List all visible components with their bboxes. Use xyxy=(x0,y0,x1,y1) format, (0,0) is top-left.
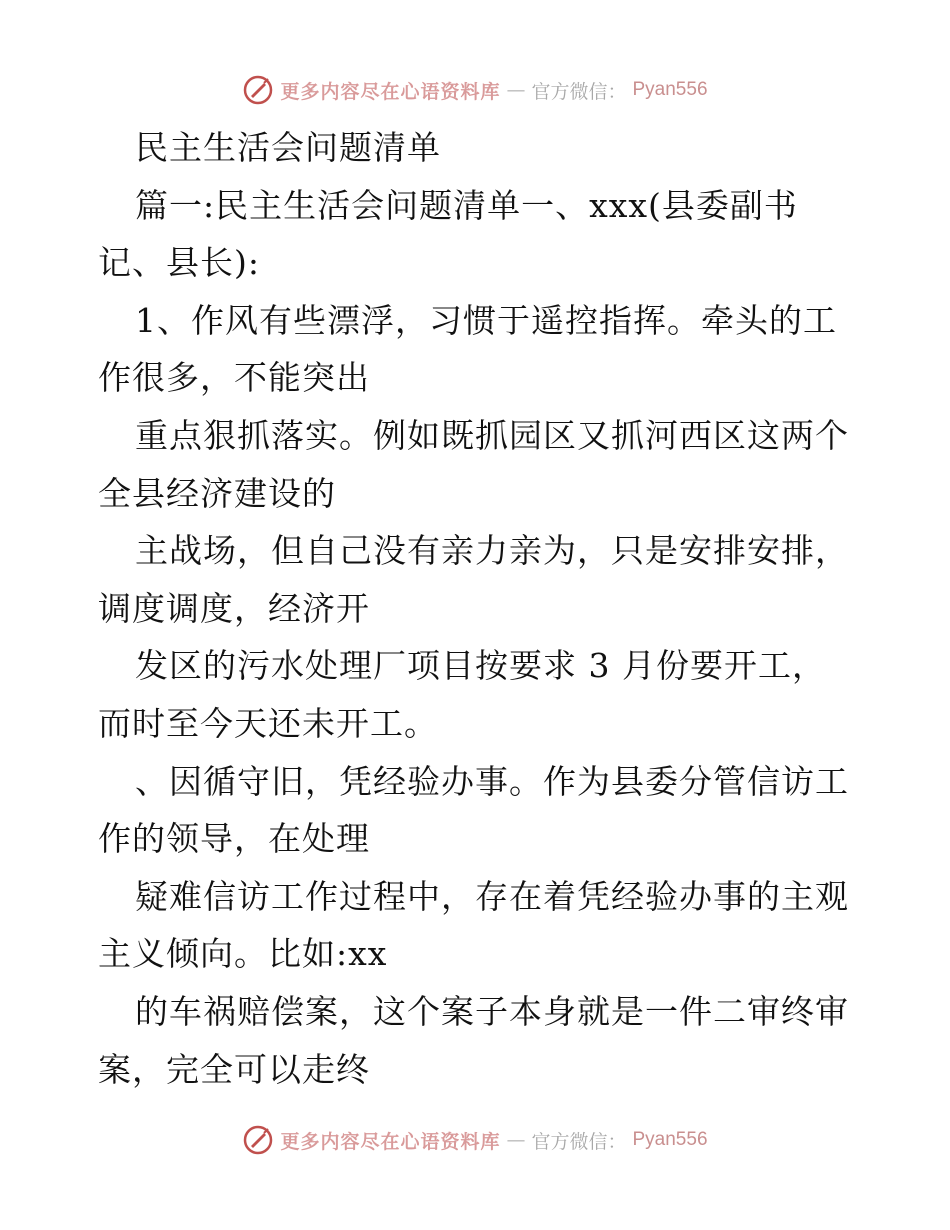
doc-line: 主义倾向。比如:xx xyxy=(98,934,388,974)
doc-line: 记、县长): xyxy=(98,243,260,283)
banner-title: 更多内容尽在心语资料库 xyxy=(280,80,501,103)
doc-title: 民主生活会问题清单 xyxy=(135,128,441,167)
doc-line: 主战场，但自己没有亲力亲为，只是安排安排， xyxy=(135,531,849,571)
header-banner xyxy=(0,70,950,110)
doc-line: 重点狠抓落实。例如既抓园区又抓河西区这两个 xyxy=(135,415,849,455)
quill-logo-icon xyxy=(242,1124,274,1156)
quill-logo-icon xyxy=(242,74,274,106)
doc-line: 作的领导，在处理 xyxy=(98,819,370,859)
banner-wechat-id: Pyan556 xyxy=(632,79,708,100)
doc-line: 1、作风有些漂浮，习惯于遥控指挥。牵头的工 xyxy=(135,300,837,340)
doc-line: 的车祸赔偿案，这个案子本身就是一件二审终审 xyxy=(135,991,849,1031)
banner-wechat-label: 官方微信： xyxy=(531,80,627,103)
banner-separator: — xyxy=(506,1129,526,1151)
document-body xyxy=(98,119,858,1098)
doc-line: 、因循守旧，凭经验办事。作为县委分管信访工 xyxy=(135,761,849,801)
doc-line: 发区的污水处理厂项目按要求 3 月份要开工， xyxy=(135,646,826,686)
banner-title: 更多内容尽在心语资料库 xyxy=(280,1130,501,1153)
doc-line: 篇一:民主生活会问题清单一、xxx(县委副书 xyxy=(135,185,798,225)
doc-line: 而时至今天还未开工。 xyxy=(98,703,438,743)
banner-wechat-id: Pyan556 xyxy=(632,1129,708,1150)
footer-banner xyxy=(0,1120,950,1160)
banner-wechat-label: 官方微信： xyxy=(531,1130,627,1153)
doc-line: 疑难信访工作过程中，存在着凭经验办事的主观 xyxy=(135,876,849,916)
doc-line: 调度调度，经济开 xyxy=(98,588,370,628)
doc-line: 全县经济建设的 xyxy=(98,473,336,513)
doc-line: 作很多，不能突出 xyxy=(98,358,370,398)
doc-line: 案，完全可以走终 xyxy=(98,1049,370,1089)
banner-separator: — xyxy=(506,79,526,101)
